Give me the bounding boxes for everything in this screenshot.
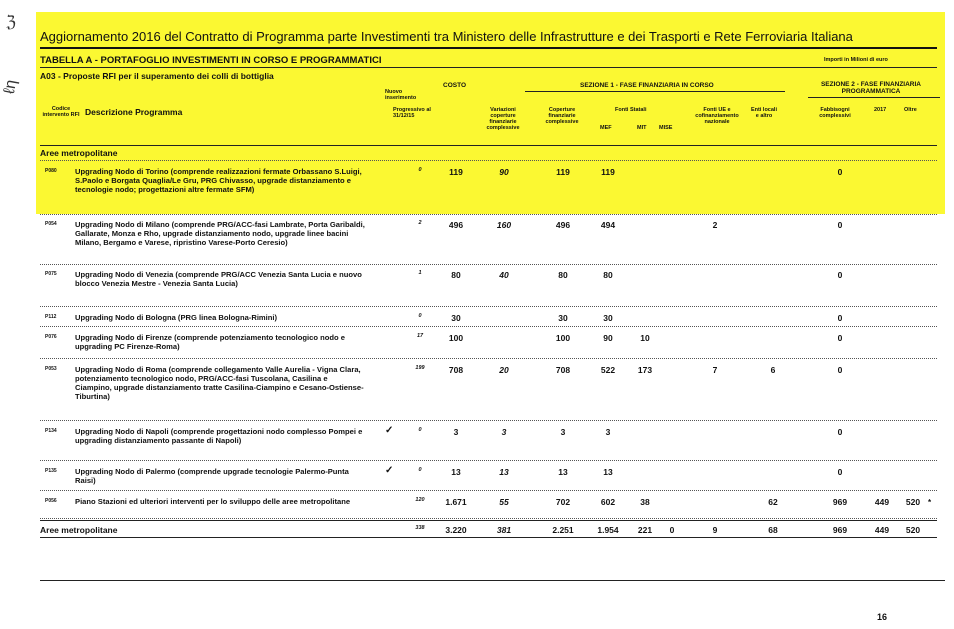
row-separator bbox=[40, 518, 937, 519]
cell-mef: 80 bbox=[603, 270, 613, 280]
total-ue: 9 bbox=[712, 525, 718, 535]
cell-oltre: 520 bbox=[905, 497, 921, 507]
total-prog: 338 bbox=[415, 525, 425, 531]
handwritten-signature: ℓη bbox=[0, 78, 21, 96]
header-mit: MIT bbox=[637, 125, 647, 131]
cell-prog: 0 bbox=[418, 167, 422, 173]
subtitle-rule bbox=[40, 67, 937, 68]
row-description: Upgrading Nodo di Firenze (comprende potenziamento tecnologico nodo e upgrading PC Firenze-Roma) bbox=[75, 333, 346, 351]
header-descrizione: Descrizione Programma bbox=[85, 107, 183, 117]
total-bottom-rule bbox=[40, 537, 937, 538]
cell-fab: 0 bbox=[837, 333, 843, 343]
cell-prog: 120 bbox=[415, 497, 425, 503]
cell-var: 20 bbox=[499, 365, 509, 375]
cell-fab: 0 bbox=[837, 313, 843, 323]
total-mef: 1.954 bbox=[597, 525, 619, 535]
cell-enti: 62 bbox=[768, 497, 778, 507]
row-check: ✓ bbox=[385, 425, 394, 436]
cell-prog: 0 bbox=[418, 467, 422, 473]
header-fonti-statali: Fonti Statali bbox=[615, 107, 647, 113]
header-progressivo: Progressivo al 31/12/15 bbox=[393, 107, 431, 119]
row-code: P056 bbox=[45, 498, 57, 504]
cell-mef: 30 bbox=[603, 313, 613, 323]
cell-prog: 0 bbox=[418, 427, 422, 433]
cell-fab: 0 bbox=[837, 220, 843, 230]
header-fabbisogni: Fabbisogni complessivi bbox=[819, 107, 851, 119]
cell-costo: 708 bbox=[448, 365, 464, 375]
row-description: Upgrading Nodo di Milano (comprende PRG/ACC-fasi Lambrate, Porta Garibaldi, Gallarate, Monza e Rho, upgrade distanziamento nodo, upgrade linee bacini Milano, Bergamo e Varese, ripristino Varese-Porto Ceresio) bbox=[75, 220, 365, 247]
cell-var: 3 bbox=[501, 427, 507, 437]
cell-mef: 522 bbox=[600, 365, 616, 375]
total-costo: 3.220 bbox=[445, 525, 467, 535]
cell-cop: 496 bbox=[555, 220, 571, 230]
cell-costo: 119 bbox=[449, 167, 463, 177]
row-separator bbox=[40, 460, 937, 461]
header-costo: COSTO bbox=[443, 82, 466, 89]
row-separator bbox=[40, 358, 937, 359]
table-title: TABELLA A - PORTAFOGLIO INVESTIMENTI IN CORSO E PROGRAMMATICI bbox=[40, 55, 382, 66]
footer-rule bbox=[40, 580, 945, 581]
cell-y2017: 449 bbox=[874, 497, 890, 507]
cell-prog: 0 bbox=[418, 313, 422, 319]
units-note: Importi in Milioni di euro bbox=[824, 57, 888, 63]
section-rule bbox=[40, 160, 937, 161]
header-coperture: Coperture finanziarie complessive bbox=[545, 107, 579, 125]
cell-mef: 13 bbox=[603, 467, 613, 477]
header-mef: MEF bbox=[600, 125, 612, 131]
cell-costo: 30 bbox=[451, 313, 461, 323]
cell-fab: 0 bbox=[837, 467, 843, 477]
row-code: P134 bbox=[45, 428, 57, 434]
row-code: P080 bbox=[45, 168, 57, 174]
cell-costo: 3 bbox=[453, 427, 459, 437]
page-title: Aggiornamento 2016 del Contratto di Programma parte Investimenti tra Ministero delle Infrastrutture e dei Trasporti e Rete Ferroviaria Italiana bbox=[40, 29, 853, 44]
cell-fab: 0 bbox=[837, 427, 843, 437]
cell-cop: 30 bbox=[558, 313, 568, 323]
row-description: Upgrading Nodo di Palermo (comprende upgrade tecnologie Palermo-Punta Raisi) bbox=[75, 467, 349, 485]
cell-mit: 173 bbox=[637, 365, 653, 375]
sezione1-rule bbox=[525, 91, 785, 92]
cell-fab: 0 bbox=[837, 167, 843, 177]
cell-mit: 10 bbox=[640, 333, 650, 343]
cell-prog: 2 bbox=[418, 220, 422, 226]
total-y2017: 449 bbox=[874, 525, 890, 535]
header-variazioni: Variazioni coperture finanziarie complessive bbox=[486, 107, 520, 131]
table-subtitle: A03 - Proposte RFI per il superamento dei colli di bottiglia bbox=[40, 71, 274, 81]
row-code: P075 bbox=[45, 271, 57, 277]
cell-mef: 119 bbox=[601, 167, 615, 177]
title-rule bbox=[40, 47, 937, 49]
cell-cop: 13 bbox=[558, 467, 568, 477]
section-label: Aree metropolitane bbox=[40, 148, 118, 158]
row-separator bbox=[40, 326, 937, 327]
cell-cop: 3 bbox=[560, 427, 566, 437]
cell-cop: 100 bbox=[555, 333, 571, 343]
cell-mef: 602 bbox=[600, 497, 616, 507]
cell-var: 13 bbox=[499, 467, 509, 477]
row-separator bbox=[40, 306, 937, 307]
header-sezione1: SEZIONE 1 - FASE FINANZIARIA IN CORSO bbox=[580, 82, 714, 89]
cell-ue: 2 bbox=[712, 220, 718, 230]
total-label: Aree metropolitane bbox=[40, 525, 118, 535]
cell-prog: 1 bbox=[418, 270, 422, 276]
cell-var: 90 bbox=[499, 167, 509, 177]
total-var: 381 bbox=[496, 525, 512, 535]
cell-costo: 13 bbox=[451, 467, 461, 477]
cell-fab: 0 bbox=[837, 365, 843, 375]
cell-mef: 494 bbox=[600, 220, 616, 230]
row-description: Piano Stazioni ed ulteriori interventi per lo sviluppo delle aree metropolitane bbox=[75, 497, 351, 506]
row-separator bbox=[40, 420, 937, 421]
header-oltre: Oltre bbox=[904, 107, 917, 113]
cell-var: 40 bbox=[499, 270, 509, 280]
row-separator bbox=[40, 264, 937, 265]
cell-mit: 38 bbox=[640, 497, 650, 507]
row-code: P054 bbox=[45, 221, 57, 227]
cell-cop: 119 bbox=[556, 167, 570, 177]
cell-prog: 17 bbox=[416, 333, 424, 339]
cell-costo: 1.671 bbox=[445, 497, 467, 507]
row-check: ✓ bbox=[385, 465, 394, 476]
row-description: Upgrading Nodo di Torino (comprende realizzazioni fermate Orbassano S.Luigi, S.Paolo e Borgata Quaglia/Le Gru, PRG Chivasso, upgrade distanziamento e tecnologie nodo; progettazioni altre fermate SFM) bbox=[75, 167, 362, 194]
header-2017: 2017 bbox=[874, 107, 887, 113]
row-description: Upgrading Nodo di Roma (comprende collegamento Valle Aurelia - Vigna Clara, potenziamento tecnologico nodo, PRG/ACC-fasi Tuscolana, Casilina e Ciampino, upgrade distanziamento tratte Casilina-Ciampino e Cesano-Ostiense-Tiburtina) bbox=[75, 365, 364, 401]
stamp-mark: ℨ bbox=[6, 14, 16, 31]
total-fab: 969 bbox=[832, 525, 848, 535]
row-description: Upgrading Nodo di Venezia (comprende PRG/ACC Venezia Santa Lucia e nuovo blocco Venezia Mestre - Venezia Santa Lucia) bbox=[75, 270, 362, 288]
cell-cop: 80 bbox=[558, 270, 568, 280]
cell-mef: 3 bbox=[605, 427, 611, 437]
cell-fab: 0 bbox=[837, 270, 843, 280]
header-fonti-ue: Fonti UE e cofinanziamento nazionale bbox=[695, 107, 739, 125]
cell-cop: 702 bbox=[555, 497, 571, 507]
row-code: P076 bbox=[45, 334, 57, 340]
cell-ue: 7 bbox=[712, 365, 718, 375]
row-code: P053 bbox=[45, 366, 57, 372]
row-description: Upgrading Nodo di Bologna (PRG linea Bologna-Rimini) bbox=[75, 313, 278, 322]
cell-var: 160 bbox=[496, 220, 512, 230]
cell-costo: 496 bbox=[448, 220, 464, 230]
row-separator bbox=[40, 214, 937, 215]
cell-enti: 6 bbox=[770, 365, 776, 375]
header-enti-locali: Enti locali e altro bbox=[751, 107, 777, 119]
cell-costo: 100 bbox=[448, 333, 464, 343]
page-number: 16 bbox=[877, 612, 888, 622]
total-mit: 221 bbox=[637, 525, 653, 535]
row-description: Upgrading Nodo di Napoli (comprende progettazioni nodo complesso Pompei e upgrading distanziamento passante di Napoli) bbox=[75, 427, 363, 445]
cell-prog: 199 bbox=[415, 365, 425, 371]
cell-var: 55 bbox=[499, 497, 509, 507]
cell-fab: 969 bbox=[832, 497, 848, 507]
sezione2-rule bbox=[808, 97, 940, 98]
row-code: P135 bbox=[45, 468, 57, 474]
header-sezione2: SEZIONE 2 - FASE FINANZIARIA PROGRAMMATICA bbox=[820, 81, 922, 95]
total-cop: 2.251 bbox=[552, 525, 574, 535]
row-separator bbox=[40, 490, 937, 491]
header-mise: MISE bbox=[659, 125, 673, 131]
cell-costo: 80 bbox=[451, 270, 461, 280]
total-oltre: 520 bbox=[905, 525, 921, 535]
header-bottom-rule bbox=[40, 145, 937, 146]
header-codice: Codice intervento RFI bbox=[42, 106, 80, 118]
header-nuovo-inserimento: Nuovo inserimento bbox=[385, 89, 417, 101]
cell-mef: 90 bbox=[603, 333, 613, 343]
total-top-rule bbox=[40, 520, 937, 521]
total-mise: 0 bbox=[669, 525, 675, 535]
cell-cop: 708 bbox=[555, 365, 571, 375]
total-enti: 68 bbox=[768, 525, 778, 535]
row-code: P112 bbox=[45, 314, 57, 320]
footnote-asterisk: * bbox=[928, 498, 932, 507]
